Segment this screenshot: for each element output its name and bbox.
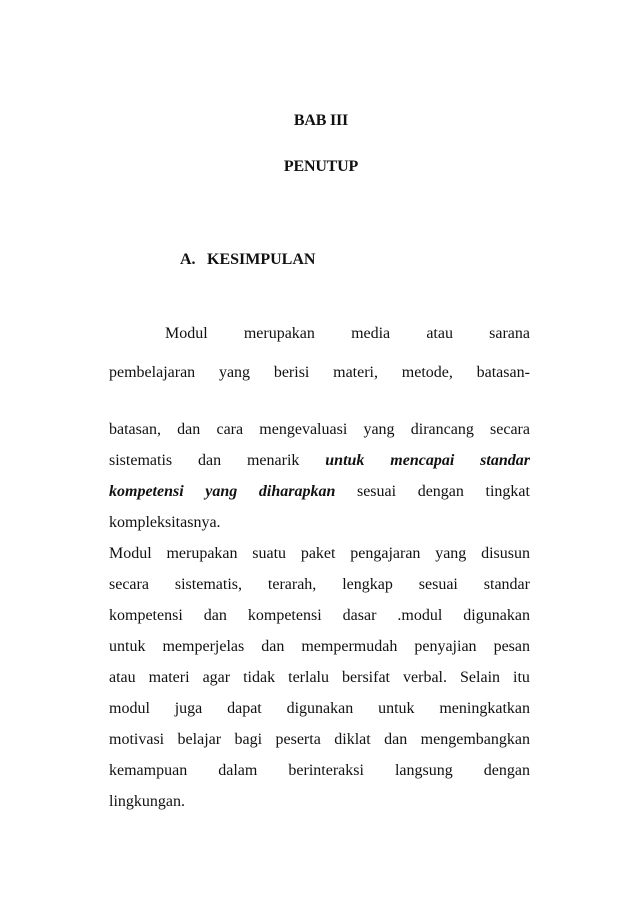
word: bagi [234,731,263,748]
word: mempermudah [301,638,398,655]
paragraph-2-line-2 [109,574,530,596]
word: modul [109,700,150,717]
word: atau [109,669,136,686]
word: tingkat [485,483,530,500]
word: dengan [483,762,530,779]
word: langsung [394,762,453,779]
word: memperjelas [162,638,245,655]
word: Modul [109,545,152,562]
word: materi [148,669,190,686]
word: mengevaluasi [259,421,348,438]
word: diklat [334,731,371,748]
word: dan [261,638,285,655]
word: untuk [109,638,146,655]
word: berinteraksi [288,762,364,779]
word: yang [435,545,467,562]
paragraph-1-line-6 [109,512,530,534]
word: cara [216,421,244,438]
word: sesuai [356,483,397,500]
paragraph-1-line-5 [109,481,530,503]
word: menarik [246,452,300,469]
word: lingkungan. [109,793,185,810]
word: tidak [243,669,276,686]
word: dasar [342,607,377,624]
paragraph-2-line-7 [109,729,530,751]
word: pembelajaran [109,364,196,381]
word: dan [384,731,408,748]
emphasized-word: standar [480,452,530,469]
word: kompleksitasnya. [109,514,221,531]
paragraph-2-line-3 [109,605,530,627]
word: lengkap [342,576,393,593]
word: yang [363,421,395,438]
paragraph-2-line-4 [109,636,530,658]
word: atau [426,325,453,342]
word: dan [203,607,227,624]
word: pengajaran [350,545,421,562]
word: terarah, [267,576,317,593]
paragraph-1-line-2 [109,362,530,384]
word: sarana [489,325,530,342]
section-marker: A. [180,251,196,268]
word: juga [174,700,203,717]
word: dengan [417,483,464,500]
emphasized-word: kompetensi [109,483,184,500]
word: digunakan [463,607,530,624]
word: agar [202,669,231,686]
paragraph-1-line-3 [109,419,530,441]
word: paket [300,545,336,562]
word: kompetensi [109,607,183,624]
chapter-number: BAB III [293,112,349,129]
word: meningkatkan [439,700,530,717]
paragraph-1-line-4 [109,450,530,472]
word: sistematis [109,452,173,469]
word: secara [490,421,530,438]
word: itu [513,669,530,686]
paragraph-2-line-8 [109,760,530,782]
section-heading [180,251,315,269]
word: peserta [275,731,321,748]
word: suatu [252,545,287,562]
word: dan [177,421,201,438]
emphasized-word: mencapai [390,452,455,469]
emphasized-word: yang [205,483,238,500]
emphasized-word: diharapkan [258,483,336,500]
word: materi, [333,364,378,381]
word: media [351,325,391,342]
word: pesan [493,638,530,655]
section-title: KESIMPULAN [207,251,316,268]
word: terlalu [288,669,329,686]
word: batasan- [476,364,530,381]
word: dalam [218,762,258,779]
word: standar [483,576,530,593]
word: metode, [401,364,453,381]
word: kemampuan [109,762,188,779]
word: sistematis, [174,576,242,593]
word: mengembangkan [420,731,530,748]
paragraph-2-line-9 [109,791,530,813]
word: kompetensi [247,607,322,624]
paragraph-2-line-1 [109,543,530,565]
word: dan [197,452,222,469]
word: yang [218,364,251,381]
word: secara [109,576,149,593]
word: .modul [397,607,443,624]
word: batasan, [109,421,161,438]
word: Modul [165,325,208,342]
word: motivasi [109,731,165,748]
word: dapat [227,700,262,717]
word: verbal. [403,669,447,686]
word: untuk [378,700,415,717]
word: dirancang [410,421,474,438]
word: merupakan [166,545,238,562]
paragraph-2-line-5 [109,667,530,689]
word: penyajian [414,638,477,655]
word: bersifat [342,669,390,686]
word: belajar [177,731,222,748]
word: disusun [481,545,530,562]
emphasized-word: untuk [325,452,365,469]
word: Selain [460,669,501,686]
word: sesuai [418,576,458,593]
word: berisi [273,364,310,381]
paragraph-1-line-1 [165,323,530,345]
word: merupakan [243,325,315,342]
paragraph-2-line-6 [109,698,530,720]
chapter-title: PENUTUP [283,158,359,175]
word: digunakan [286,700,354,717]
